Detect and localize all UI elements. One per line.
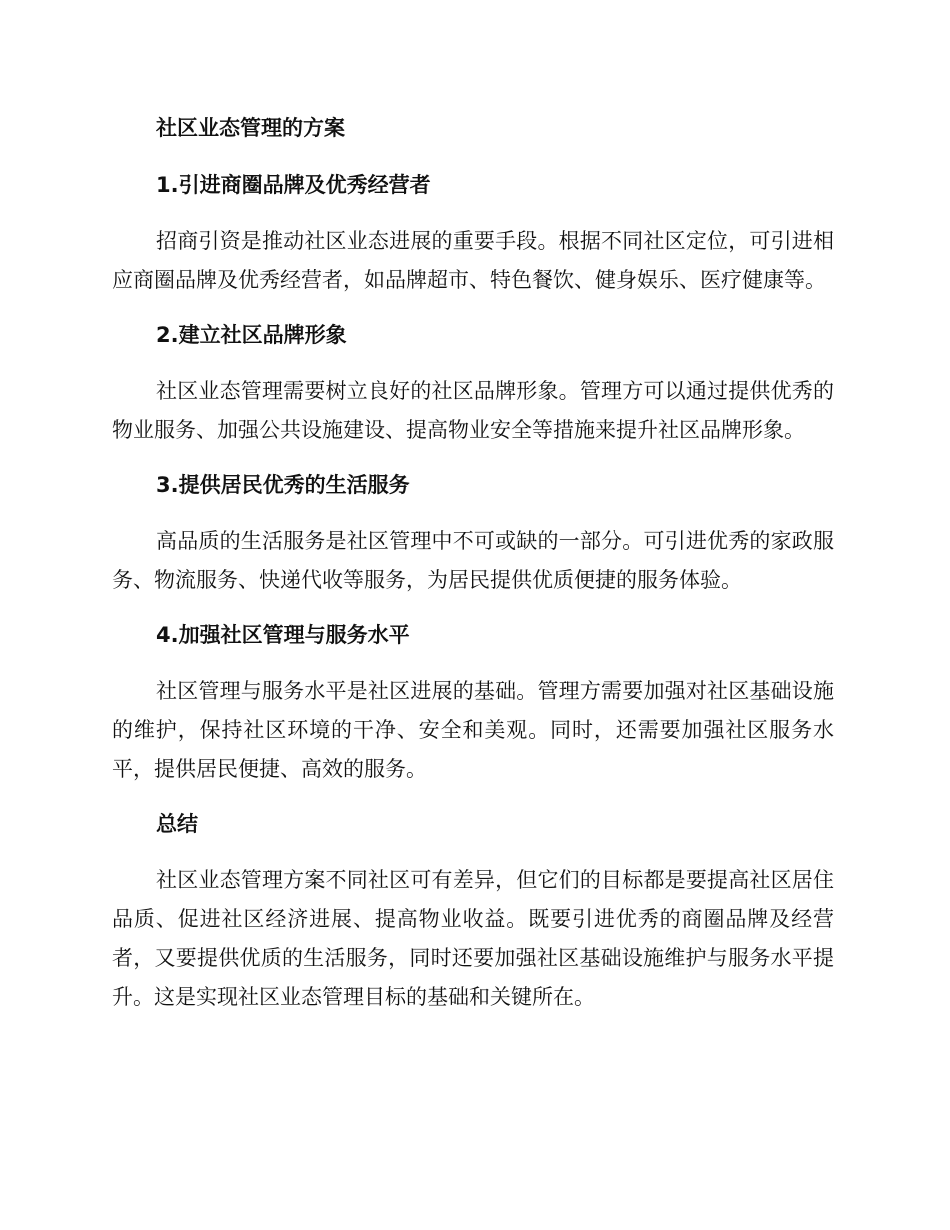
section-heading-4: 4.加强社区管理与服务水平: [156, 623, 410, 647]
section-heading-1: 1.引进商圈品牌及优秀经营者: [156, 173, 431, 197]
section-body-3: 高品质的生活服务是社区管理中不可或缺的一部分。可引进优秀的家政服务、物流服务、快递代收等服务，为居民提供优质便捷的服务体验。: [112, 529, 834, 592]
section-body-2: 社区业态管理需要树立良好的社区品牌形象。管理方可以通过提供优秀的物业服务、加强公共设施建设、提高物业安全等措施来提升社区品牌形象。: [112, 379, 834, 442]
document-title: 社区业态管理的方案: [156, 116, 345, 140]
section-heading-2: 2.建立社区品牌形象: [156, 323, 347, 347]
summary-body: 社区业态管理方案不同社区可有差异，但它们的目标都是要提高社区居住品质、促进社区经济进展、提高物业收益。既要引进优秀的商圈品牌及经营者，又要提供优质的生活服务，同时还要加强社区基础设施维护与服务水平提升。这是实现社区业态管理目标的基础和关键所在。: [112, 868, 834, 1009]
document-body: [112, 108, 834, 1017]
summary-heading: 总结: [156, 812, 198, 836]
section-body-4: 社区管理与服务水平是社区进展的基础。管理方需要加强对社区基础设施的维护，保持社区环境的干净、安全和美观。同时，还需要加强社区服务水平，提供居民便捷、高效的服务。: [112, 679, 834, 781]
section-body-1: 招商引资是推动社区业态进展的重要手段。根据不同社区定位，可引进相应商圈品牌及优秀经营者，如品牌超市、特色餐饮、健身娱乐、医疗健康等。: [112, 229, 834, 292]
section-heading-3: 3.提供居民优秀的生活服务: [156, 473, 410, 497]
